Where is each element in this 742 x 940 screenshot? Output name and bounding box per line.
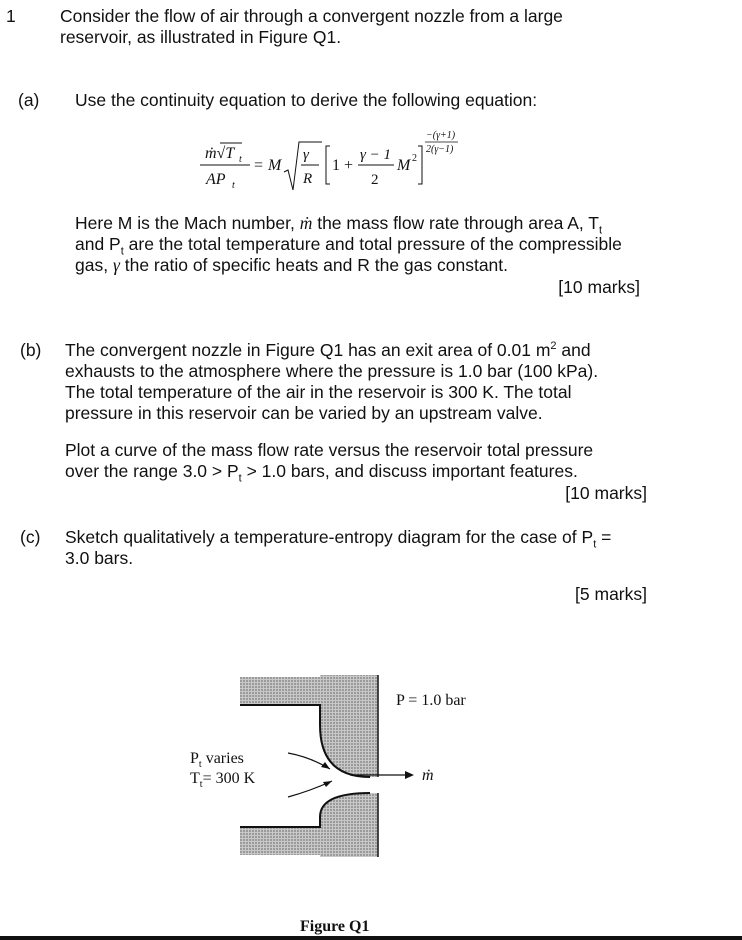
part-b-line-1a: The convergent nozzle in Figure Q1 has an exit area of 0.01 m [65, 340, 551, 360]
eq-gamma: γ [303, 147, 309, 163]
part-b-pt-sub: t [238, 472, 242, 485]
flow-arrow-upper [288, 753, 330, 769]
part-a-marks: [10 marks] [558, 277, 640, 297]
desc-line-2b: are the total temperature and total pressure of the compressible [123, 234, 622, 254]
part-b-label: (b) [20, 340, 42, 360]
flow-arrow-lower [288, 781, 332, 797]
part-a-prompt: Use the continuity equation to derive the following equation: [75, 90, 538, 110]
bottom-rule [0, 936, 742, 940]
desc-mdot-symbol: ṁ [299, 213, 313, 233]
desc-line-1b: the mass flow rate through area A, T [317, 213, 599, 233]
eq-equals: = [254, 157, 264, 174]
eq-one-plus: 1 + [332, 157, 354, 174]
nozzle-upper-wall [240, 675, 378, 777]
figure-q1 [180, 665, 500, 940]
eq-mach: M [268, 157, 282, 174]
intro-line-1: Consider the flow of air through a convergent nozzle from a large [60, 6, 563, 26]
eq-lhs-numerator-sub: t [239, 154, 242, 165]
nozzle-lower-wall [240, 793, 378, 857]
pressure-label: P = 1.0 bar [396, 692, 466, 709]
eq-lhs-numerator: ṁ√T [205, 145, 235, 162]
part-c-line-1b: = [596, 527, 612, 547]
eq-r: R [303, 171, 313, 187]
eq-frac-numerator: γ − 1 [360, 147, 392, 163]
equation [190, 128, 490, 196]
part-b-line-5: Plot a curve of the mass flow rate versus the reservoir total pressure [65, 440, 594, 460]
eq-m-squared: M [397, 157, 411, 174]
part-b-area-exponent: 2 [550, 340, 557, 353]
eq-left-bracket [326, 146, 330, 184]
part-b-line-1b: and [556, 340, 591, 360]
eq-exp-denominator: 2(γ−1) [426, 144, 454, 155]
part-b-line-3: The total temperature of the air in the reservoir is 300 K. The total [65, 382, 572, 402]
desc-gamma-symbol: γ [112, 255, 120, 275]
part-a-label: (a) [18, 90, 40, 110]
part-b-paragraph-2 [65, 440, 647, 485]
part-b-line-4: pressure in this reservoir can be varied by an upstream valve. [65, 403, 543, 423]
question-intro [60, 6, 646, 48]
eq-lhs-denominator-sub: t [232, 180, 235, 191]
part-c-line-2: 3.0 bars. [65, 548, 134, 568]
eq-frac-denominator: 2 [371, 172, 379, 188]
desc-tt-sub: t [598, 224, 603, 237]
eq-right-bracket [418, 146, 422, 184]
tt-label: $T_t= 300$ K [190, 770, 256, 790]
desc-line-2a: and P [75, 234, 121, 254]
part-c-pt-sub: t [593, 538, 597, 551]
intro-line-2: reservoir, as illustrated in Figure Q1. [60, 27, 342, 47]
eq-exp-numerator: −(γ+1) [426, 130, 456, 141]
part-b-line-6a: over the range 3.0 > P [65, 461, 239, 481]
part-b-line-6b: > 1.0 bars, and discuss important features. [241, 461, 578, 481]
part-c-marks: [5 marks] [575, 584, 647, 604]
part-c-text [65, 527, 647, 569]
mass-flow-label: ṁ [422, 767, 434, 784]
part-b-marks: [10 marks] [565, 483, 647, 503]
desc-line-3b: the ratio of specific heats and R the gas constant. [124, 255, 509, 275]
desc-line-3a: gas, [75, 255, 109, 275]
pt-varies-label: $P_t$ varies [190, 750, 244, 770]
part-c-line-1a: Sketch qualitatively a temperature-entropy diagram for the case of P [65, 527, 594, 547]
desc-line-1a: Here M is the Mach number, [75, 213, 295, 233]
desc-pt-sub: t [120, 245, 124, 258]
eq-lhs-denominator: AP [206, 171, 226, 188]
figure-caption: Figure Q1 [300, 918, 370, 935]
part-b-paragraph-1 [65, 340, 647, 424]
part-b-line-2: exhausts to the atmosphere where the pressure is 1.0 bar (100 kPa). [65, 361, 599, 381]
eq-m-exponent: 2 [412, 153, 417, 164]
part-a-description [75, 213, 647, 276]
part-c-label: (c) [20, 527, 41, 547]
question-number: 1 [6, 6, 16, 26]
